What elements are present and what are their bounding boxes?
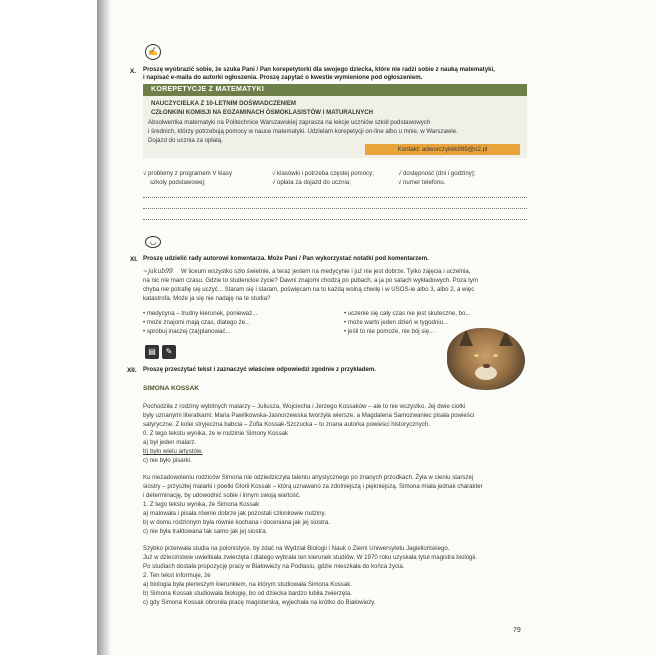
article-line: Po studiach dostała propozycję pracy w Białowieży na Podlasiu, gdzie mieszkała do końca życia.: [143, 563, 405, 570]
contact-badge: Kontakt: adworczykkk999@o2.pl: [365, 144, 520, 155]
checklist-item: √ dostępność (dni i godziny);: [398, 170, 476, 177]
book-spine-margin: [0, 0, 97, 655]
article-line: satyryczne. Z kolei stryjeczna babcia – Zofia Kossak-Szczucka – to znana autorka powieści historycznych.: [143, 421, 430, 428]
article-line: Szybko przerwała studia na polonistyce, by zdać na Wydział Biologii i Nauk o Ziemi Uniwersytetu Jagiellońskiego.: [143, 545, 450, 552]
answer-option[interactable]: a) biologia była pierwszym kierunkiem, na którym studiowała Simona Kossak.: [143, 581, 352, 588]
note-item: • spróbuj inaczej (za)planować...: [143, 328, 231, 335]
answer-option[interactable]: b) w domu rodzinnym była równie kochana i doceniana jak jej siostra.: [143, 519, 330, 526]
question-stem: 2. Ten tekst informuje, że: [143, 572, 211, 579]
comment-line: katastrofa. Może ja się nie nadaję na te studia?: [143, 295, 271, 302]
exercise-prompt: Proszę przeczytać tekst i zaznaczyć właściwe odpowiedzi zgodnie z przykładem.: [143, 366, 376, 373]
article-line: Pochodziła z rodziny wybitnych malarzy – Juliusza, Wojciecha i Jerzego Kossaków – ale to nie wszystko. Jej dwie ciotki: [143, 403, 466, 410]
answer-line: [143, 208, 527, 209]
answer-option[interactable]: a) był jeden malarz.: [143, 439, 197, 446]
ad-title: KOREPETYCJE Z MATEMATYKI: [151, 86, 265, 93]
article-line: Ku niezadowoleniu rodziców Simona nie odziedziczyła talentu artystycznego po znanych przodkach. Żyła w cieniu starszej: [143, 474, 474, 481]
checklist-item: szkoły podstawowej;: [150, 179, 206, 186]
comment-line: W liceum wszystko szło świetnie, a teraz jestem na medycynie i już nie jest dobrze. Tylko zajęcia i uczelnia,: [181, 268, 471, 275]
ad-subtitle: CZŁONKINI KOMISJI NA EGZAMINACH ÓSMOKLASISTÓW I MATURALNYCH: [151, 109, 374, 116]
answer-option[interactable]: b) Simona Kossak studiowała biologię, bo od dziecka bardzo lubiła zwierzęta.: [143, 590, 352, 597]
answer-option[interactable]: c) nie była traktowana tak samo jak jej siostra.: [143, 528, 268, 535]
speech-mouth-icon: ◡: [145, 236, 161, 248]
answer-option-selected[interactable]: b) było wielu artystów.: [143, 448, 203, 455]
question-stem: 1. Z tego tekstu wynika, że Simona Kossak: [143, 501, 260, 508]
comment-line: na nic nie mam czasu. Gdzie to studenckie życie? Dawni znajomi chodzą po pubach, a ja po salach wykładowych. Poza tym: [143, 277, 478, 284]
pencil-icon: ✎: [162, 345, 176, 359]
note-item: • uczenie się cały czas nie jest skuteczne, bo...: [344, 310, 471, 317]
exercise-prompt: Proszę udzielić rady autorowi komentarza. Może Pani / Pan wykorzystać notatki pod komentarzem.: [143, 255, 429, 262]
note-item: • może znajomi mają czas, dlatego że...: [143, 319, 251, 326]
article-line: siostry – przyszłej malarki i poetki Glorii Kossak – którą uznawano za zdolniejszą i piękniejszą. Simona miała jednak charakter: [143, 483, 483, 490]
ad-subtitle: NAUCZYCIELKA Z 10-LETNIM DOŚWIADCZENIEM: [151, 100, 297, 107]
page-number: 79: [513, 627, 521, 634]
page-gutter-shadow: [97, 0, 111, 655]
answer-option[interactable]: c) nie było pisarki.: [143, 457, 192, 464]
ad-body: i średnich, którzy potrzebują pomocy w nauce matematyki. Udzielam korepetycji on-line albo u mnie, w Warszawie.: [148, 128, 458, 135]
note-item: • medycyna – trudny kierunek, ponieważ...: [143, 310, 258, 317]
answer-option[interactable]: a) malowała i pisała równie dobrze jak pozostali członkowie rodziny.: [143, 510, 326, 517]
note-item: • może warto jeden dzień w tygodniu...: [344, 319, 449, 326]
lynx-photo: [447, 328, 525, 390]
checklist-item: √ problemy z programem V klasy: [143, 170, 233, 177]
ad-header-band: [143, 84, 527, 96]
ad-body: Absolwentka matematyki na Politechnice Warszawskiej zaprasza na lekcje uczniów szkół podstawowych: [148, 119, 431, 126]
ad-body: Dojazd do ucznia za opłatą.: [148, 137, 223, 144]
answer-option[interactable]: c) gdy Simona Kossak obroniła pracę magisterską, wyjechała na krótko do Białowieży.: [143, 599, 376, 606]
exercise-prompt: i napisać e-maila do autorki ogłoszenia. Proszę zapytać o kwestie wymienione pod ogłoszeniem.: [143, 74, 423, 81]
hand-writing-icon: ✍: [145, 44, 161, 60]
comment-line: chyba nie potrafię się uczyć... Staram się i staram, poświęcam na to każdą wolną chwilę i w USOS-ie albo 3, albo 2, a więc: [143, 286, 475, 293]
comment-author: ~jakub99: [143, 268, 173, 275]
article-line: były uznanymi literatkami: Maria Pawlikowska-Jasnorzewska tworzyła wiersze, a Magdalena Samozwaniec pisała powieści: [143, 412, 475, 419]
article-line: i determinację, by udowodnić sobie i innym swoją wartość.: [143, 492, 301, 499]
checklist-item: √ numer telefonu.: [398, 179, 446, 186]
exercise-number: XII.: [127, 367, 137, 374]
answer-line: [143, 219, 527, 220]
question-stem: 0. Z tego tekstu wynika, że w rodzinie Simony Kossak: [143, 430, 288, 437]
exercise-number: X.: [130, 68, 137, 75]
checklist-item: √ klasówki i potrzeba częstej pomocy;: [272, 170, 374, 177]
article-title: SIMONA KOSSAK: [143, 385, 200, 392]
note-item: • jeśli to nie pomoże, nie bój się...: [344, 328, 435, 335]
checklist-item: √ opłata za dojazd do ucznia;: [272, 179, 351, 186]
article-line: Już w dzieciństwie uwielbiała zwierzęta i dlatego wybrała ten kierunek studiów. W 1970 roku uzyskała tytuł magistra biologii.: [143, 554, 477, 561]
exercise-prompt: Proszę wyobrazić sobie, że szuka Pani / Pan korepetytorki dla swojego dziecka, które nie radzi sobie z nauką matematyki,: [143, 66, 495, 73]
book-icon: ▤: [145, 345, 159, 359]
exercise-number: XI.: [130, 256, 138, 263]
answer-line: [143, 197, 527, 198]
